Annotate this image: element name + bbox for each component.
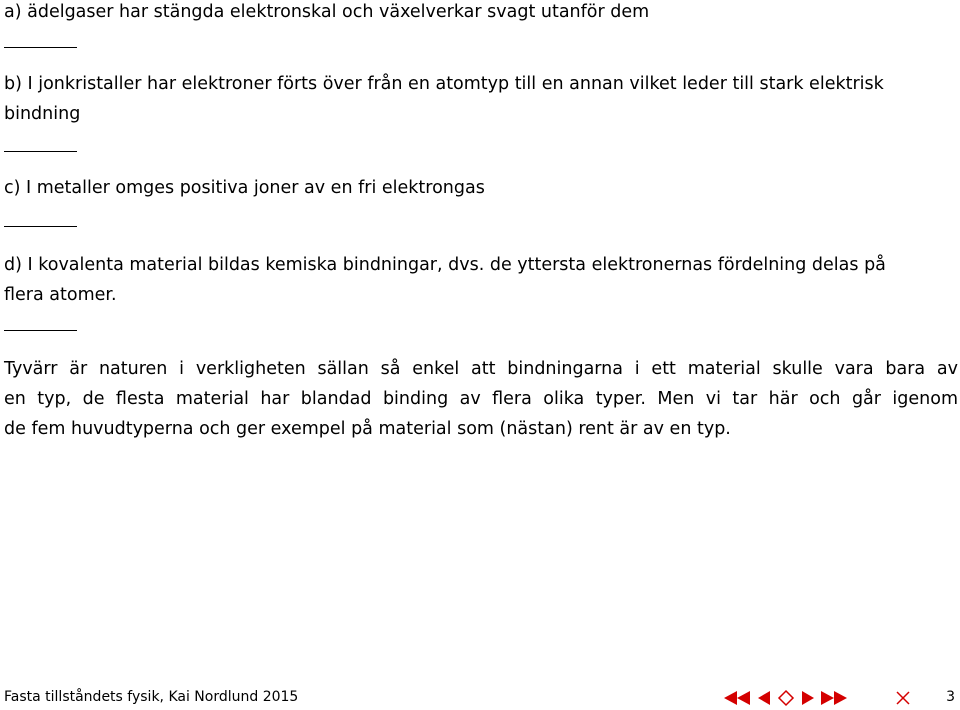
item-d-text-1: d) I kovalenta material bildas kemiska bindningar, dvs. de yttersta elektronernas fördelning delas på [4,255,886,275]
next-page-icon[interactable] [800,688,816,708]
paragraph-text-2: en typ, de flesta material har blandad binding av flera olika typer. Men vi tar här och går igenom [4,389,958,409]
page-number: 3 [946,689,955,705]
item-c-text: c) I metaller omges positiva joner av en fri elektrongas [4,178,485,198]
close-icon[interactable] [894,688,912,708]
answer-blank-b [4,151,77,152]
item-c [4,173,958,204]
paragraph-text-1: Tyvärr är naturen i verkligheten sällan så enkel att bindningarna i ett material skulle vara bara av [4,359,958,379]
item-b-line1 [4,69,958,100]
previous-page-icon[interactable] [756,688,772,708]
home-diamond-icon[interactable] [777,688,795,708]
item-b-text-1: b) I jonkristaller har elektroner förts över från en atomtyp till en annan vilket leder till stark elektrisk [4,74,884,94]
footer-title: Fasta tillståndets fysik, Kai Nordlund 2015 [4,689,299,705]
navigation-controls [722,688,922,710]
answer-blank-c [4,226,77,227]
answer-blank-a [4,47,77,48]
paragraph-line-2 [4,384,958,415]
item-a [4,0,958,28]
item-b-text-2: bindning [4,104,81,124]
footer [0,686,960,710]
item-d-text-2: flera atomer. [4,285,117,305]
item-b-line2 [4,99,958,130]
item-a-text: a) ädelgaser har stängda elektronskal och växelverkar svagt utanför dem [4,2,650,22]
answer-blank-d [4,330,77,331]
paragraph-text-3: de fem huvudtyperna och ger exempel på material som (nästan) rent är av en typ. [4,419,731,439]
last-page-icon[interactable] [819,688,849,708]
first-page-icon[interactable] [722,688,752,708]
item-d-line1 [4,250,958,281]
paragraph-line-3 [4,414,958,445]
item-d-line2 [4,280,958,311]
paragraph-line-1 [4,354,958,385]
